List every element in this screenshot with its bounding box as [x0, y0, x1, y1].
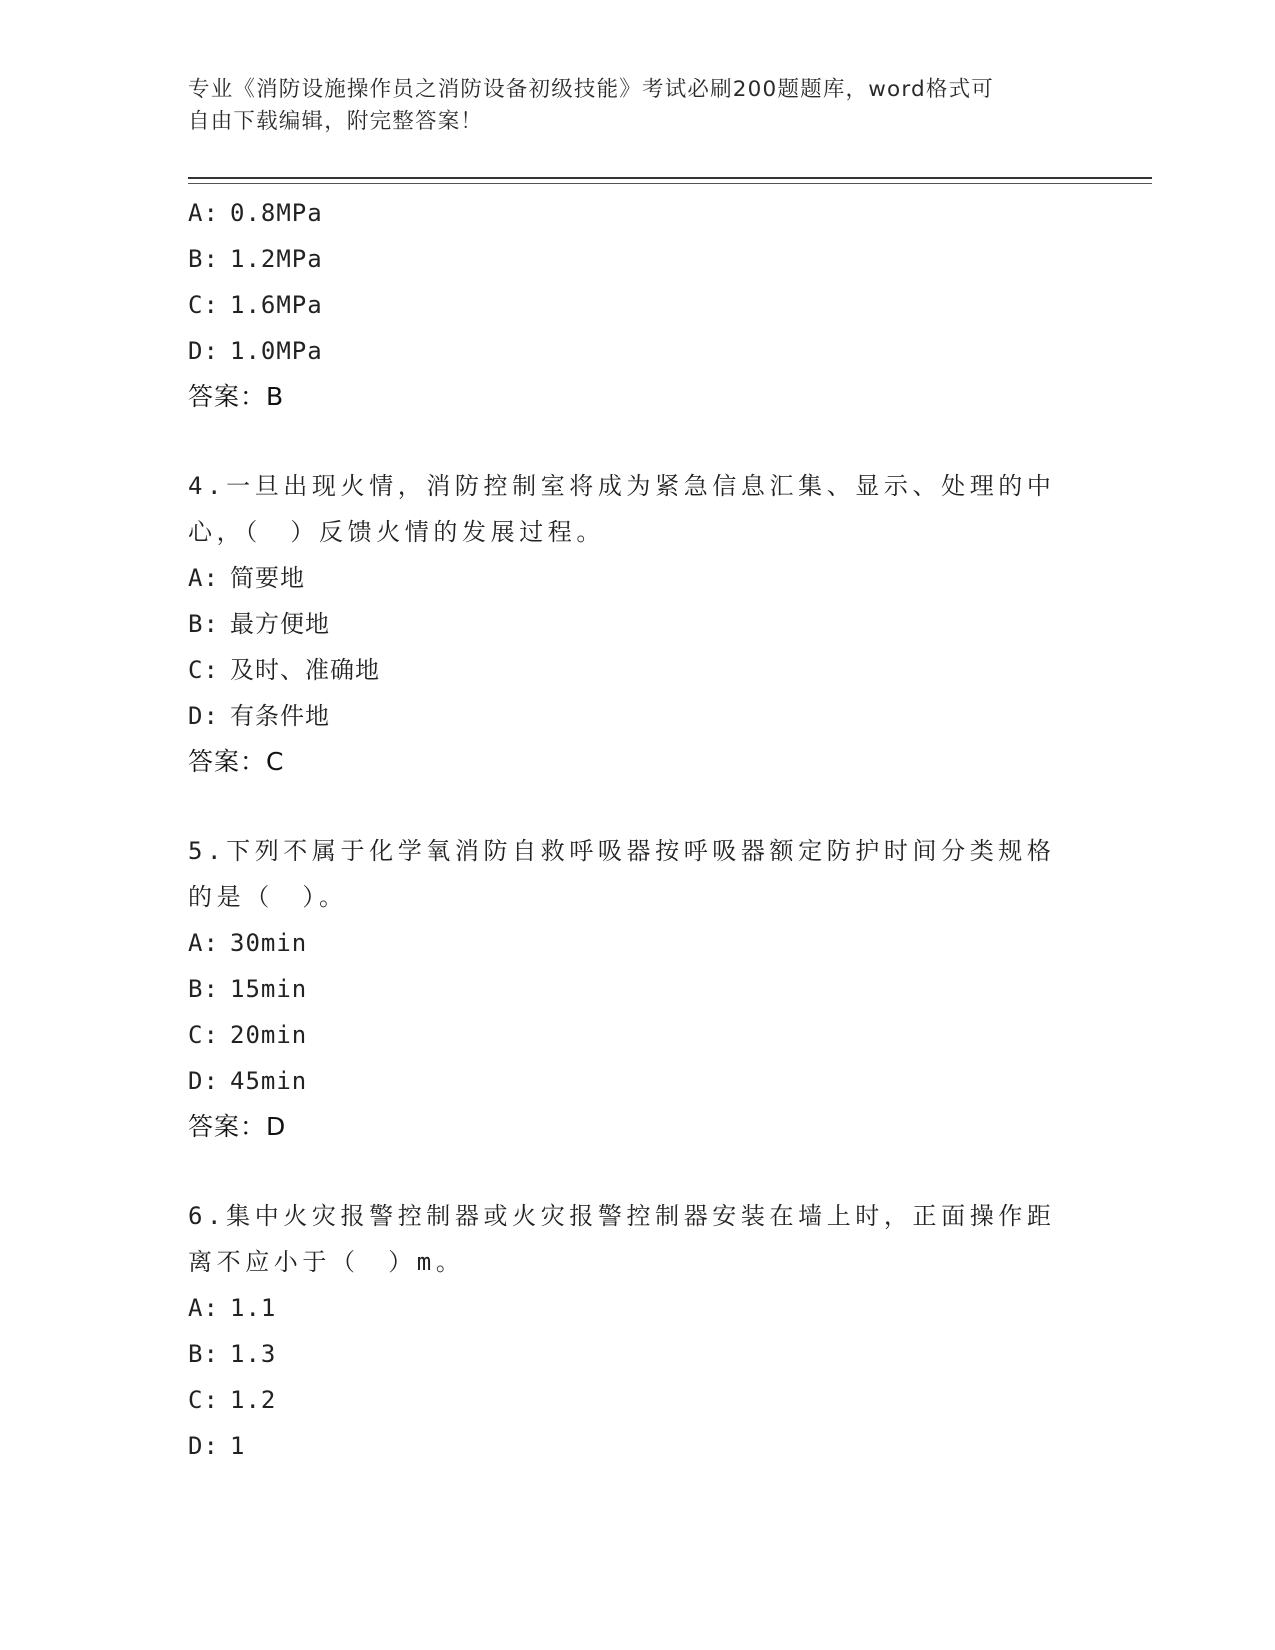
- option-label: D:: [188, 702, 219, 730]
- header-line-2: 自由下载编辑，附完整答案！: [188, 109, 484, 134]
- option-d: [188, 1058, 1088, 1104]
- option-text: 15min: [230, 975, 308, 1003]
- option-text: 1.2: [230, 1386, 277, 1414]
- answer: 答案：D: [188, 1112, 287, 1141]
- question-stem: [188, 1194, 1068, 1285]
- option-d: [188, 1423, 1088, 1469]
- document-header: [188, 74, 1068, 138]
- option-label: C:: [188, 656, 219, 684]
- question-5: [188, 829, 1088, 1150]
- option-d: [188, 328, 1088, 374]
- option-text: 简要地: [230, 564, 305, 592]
- option-a: [188, 190, 1088, 236]
- option-b: [188, 1331, 1088, 1377]
- option-text: 20min: [230, 1021, 308, 1049]
- option-text: 30min: [230, 929, 308, 957]
- option-text: 及时、准确地: [230, 656, 380, 684]
- option-label: C:: [188, 1021, 219, 1049]
- option-text: 1.3: [230, 1340, 277, 1368]
- option-label: C:: [188, 291, 219, 319]
- option-label: A:: [188, 1294, 219, 1322]
- option-text: 1: [230, 1432, 246, 1460]
- question-3: [188, 190, 1088, 420]
- stem-line-1: 6.集中火灾报警控制器或火灾报警控制器安装在墙上时，正面操作距: [188, 1202, 1056, 1230]
- option-text: 最方便地: [230, 610, 330, 638]
- option-label: B:: [188, 245, 219, 273]
- stem-line-2: 心，（ ）反馈火情的发展过程。: [188, 517, 605, 546]
- option-label: D:: [188, 337, 219, 365]
- question-list: [188, 190, 1088, 1469]
- stem-line-1: 5.下列不属于化学氧消防自救呼吸器按呼吸器额定防护时间分类规格: [188, 837, 1056, 865]
- option-label: D:: [188, 1432, 219, 1460]
- question-stem: [188, 829, 1068, 920]
- answer: 答案：B: [188, 382, 285, 411]
- option-text: 有条件地: [230, 702, 330, 730]
- option-a: [188, 920, 1088, 966]
- option-label: A:: [188, 199, 219, 227]
- option-text: 1.1: [230, 1294, 277, 1322]
- answer: 答案：C: [188, 747, 285, 776]
- option-label: B:: [188, 1340, 219, 1368]
- option-b: [188, 601, 1088, 647]
- question-4: [188, 464, 1088, 785]
- option-d: [188, 693, 1088, 739]
- option-a: [188, 555, 1088, 601]
- option-label: A:: [188, 929, 219, 957]
- stem-line-2: 离不应小于（ ）m。: [188, 1247, 465, 1276]
- option-b: [188, 966, 1088, 1012]
- option-c: [188, 282, 1088, 328]
- option-text: 0.8MPa: [230, 199, 323, 227]
- stem-line-1: 4.一旦出现火情，消防控制室将成为紧急信息汇集、显示、处理的中: [188, 472, 1056, 500]
- option-c: [188, 1377, 1088, 1423]
- option-text: 1.6MPa: [230, 291, 323, 319]
- option-text: 1.2MPa: [230, 245, 323, 273]
- question-6: [188, 1194, 1088, 1469]
- question-stem: [188, 464, 1068, 555]
- header-divider-thick: [188, 177, 1152, 179]
- header-divider-thin: [188, 183, 1152, 184]
- option-label: B:: [188, 610, 219, 638]
- option-label: C:: [188, 1386, 219, 1414]
- option-a: [188, 1285, 1088, 1331]
- option-c: [188, 1012, 1088, 1058]
- stem-line-2: 的是（ ）。: [188, 882, 348, 911]
- option-label: B:: [188, 975, 219, 1003]
- option-label: D:: [188, 1067, 219, 1095]
- option-label: A:: [188, 564, 219, 592]
- option-text: 1.0MPa: [230, 337, 323, 365]
- header-line-1: 专业《消防设施操作员之消防设备初级技能》考试必刷200题题库，word格式可: [188, 77, 994, 102]
- option-c: [188, 647, 1088, 693]
- option-b: [188, 236, 1088, 282]
- option-text: 45min: [230, 1067, 308, 1095]
